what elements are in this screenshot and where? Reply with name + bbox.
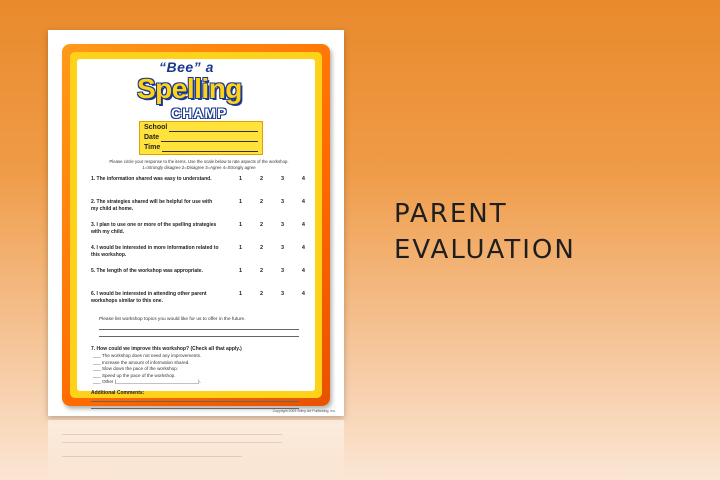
- improvement-option: ___ Speed up the pace of the workshop.: [93, 372, 176, 378]
- rating-item: [91, 245, 307, 268]
- scale-1: 1: [239, 268, 243, 274]
- scale-1: 1: [239, 222, 243, 228]
- headline-line-2: EVALUATION: [394, 235, 576, 265]
- worksheet-reflection: [48, 420, 344, 480]
- answer-line: [99, 329, 299, 330]
- worksheet-content: [77, 59, 315, 396]
- yellow-border-frame: [70, 52, 322, 398]
- school-blank: [169, 123, 258, 132]
- time-label: Time: [144, 144, 161, 151]
- worksheet-page: [48, 30, 344, 416]
- rating-scale: [239, 176, 305, 182]
- logo-bee-text: “Bee” a: [159, 59, 214, 75]
- answer-line: [99, 336, 299, 337]
- time-field: [144, 143, 258, 153]
- additional-comments-title: Additional Comments:: [91, 390, 145, 396]
- logo-champ-text: CHAMP: [171, 105, 228, 121]
- date-field: [144, 133, 258, 143]
- headline-line-1: PARENT: [394, 199, 508, 229]
- scale-1: 1: [239, 199, 243, 205]
- rating-item: [91, 268, 307, 291]
- improvement-question: [91, 346, 305, 386]
- copyright-notice: Copyright 2009 Shiny Art Publishing, Inc.: [272, 409, 336, 413]
- improvement-option: ___ Increase the amount of information shared.: [93, 359, 190, 365]
- comment-line: [91, 408, 299, 409]
- time-blank: [162, 143, 258, 152]
- rating-scale-key: 1=Strongly disagree 2=Disagree 3=Agree 4=Strongly agree: [142, 165, 256, 170]
- logo-spelling-text: Spelling: [137, 73, 242, 104]
- scale-2: 2: [259, 222, 264, 228]
- spelling-champ-logo: [137, 59, 267, 121]
- rating-item-text: 4. I would be interested in more information related to this workshop.: [91, 245, 219, 258]
- scale-4: 4: [301, 245, 305, 251]
- orange-border-frame: [62, 44, 330, 406]
- instructions-text: Please circle your response to the items. Use the scale below to rate aspects of the workshop.: [109, 159, 289, 164]
- improvement-option: ___ Other (________________________________).: [93, 379, 201, 385]
- scale-4: 4: [301, 176, 305, 182]
- rating-item-text: 6. I would be interested in attending other parent workshops similar to this one.: [91, 291, 207, 304]
- scale-4: 4: [301, 268, 305, 274]
- comment-line: [91, 401, 299, 402]
- scale-3: 3: [280, 199, 284, 205]
- scale-3: 3: [280, 176, 284, 182]
- improvement-question-title: 7. How could we improve this workshop? (Check all that apply.): [91, 346, 242, 352]
- page-headline: [394, 196, 576, 268]
- rating-item: [91, 222, 307, 245]
- scale-2: 2: [259, 245, 264, 251]
- rating-item-text: 1. The information shared was easy to understand.: [91, 176, 212, 182]
- scale-3: 3: [280, 268, 284, 274]
- scale-4: 4: [301, 199, 305, 205]
- scale-2: 2: [259, 291, 264, 297]
- school-label: School: [144, 124, 168, 131]
- rating-item-text: 2. The strategies shared will be helpful for use with my child at home.: [91, 199, 213, 212]
- date-blank: [161, 133, 258, 142]
- scale-2: 2: [259, 199, 264, 205]
- scale-2: 2: [259, 176, 264, 182]
- rating-item-text: 5. The length of the workshop was appropriate.: [91, 268, 203, 274]
- reflection-line: [62, 434, 282, 435]
- instructions: [87, 159, 311, 171]
- rating-item: [91, 291, 307, 314]
- reflection-line: [62, 442, 282, 443]
- scale-3: 3: [280, 222, 284, 228]
- rating-scale: [239, 199, 305, 205]
- rating-scale: [239, 268, 305, 274]
- scale-4: 4: [301, 291, 305, 297]
- date-label: Date: [144, 134, 160, 141]
- scale-3: 3: [280, 291, 284, 297]
- school-info-box: [139, 121, 263, 155]
- rating-scale: [239, 222, 305, 228]
- reflection-line: [62, 456, 242, 457]
- scale-3: 3: [280, 245, 284, 251]
- scale-1: 1: [239, 291, 243, 297]
- scale-2: 2: [259, 268, 264, 274]
- school-field: [144, 123, 258, 133]
- topics-prompt: Please list workshop topics you would like for us to offer in the future.: [99, 317, 246, 322]
- rating-item-text: 3. I plan to use one or more of the spelling strategies with my child.: [91, 222, 217, 235]
- rating-item: [91, 199, 307, 222]
- improvement-option: ___ The workshop does not need any improvements.: [93, 353, 202, 358]
- improvement-option: ___ Slow down the pace of the workshop.: [93, 366, 179, 372]
- rating-item: [91, 176, 307, 199]
- rating-scale: [239, 245, 305, 251]
- rating-items: [91, 176, 307, 314]
- scale-1: 1: [239, 245, 243, 251]
- scale-4: 4: [301, 222, 305, 228]
- rating-scale: [239, 291, 305, 297]
- scale-1: 1: [239, 176, 243, 182]
